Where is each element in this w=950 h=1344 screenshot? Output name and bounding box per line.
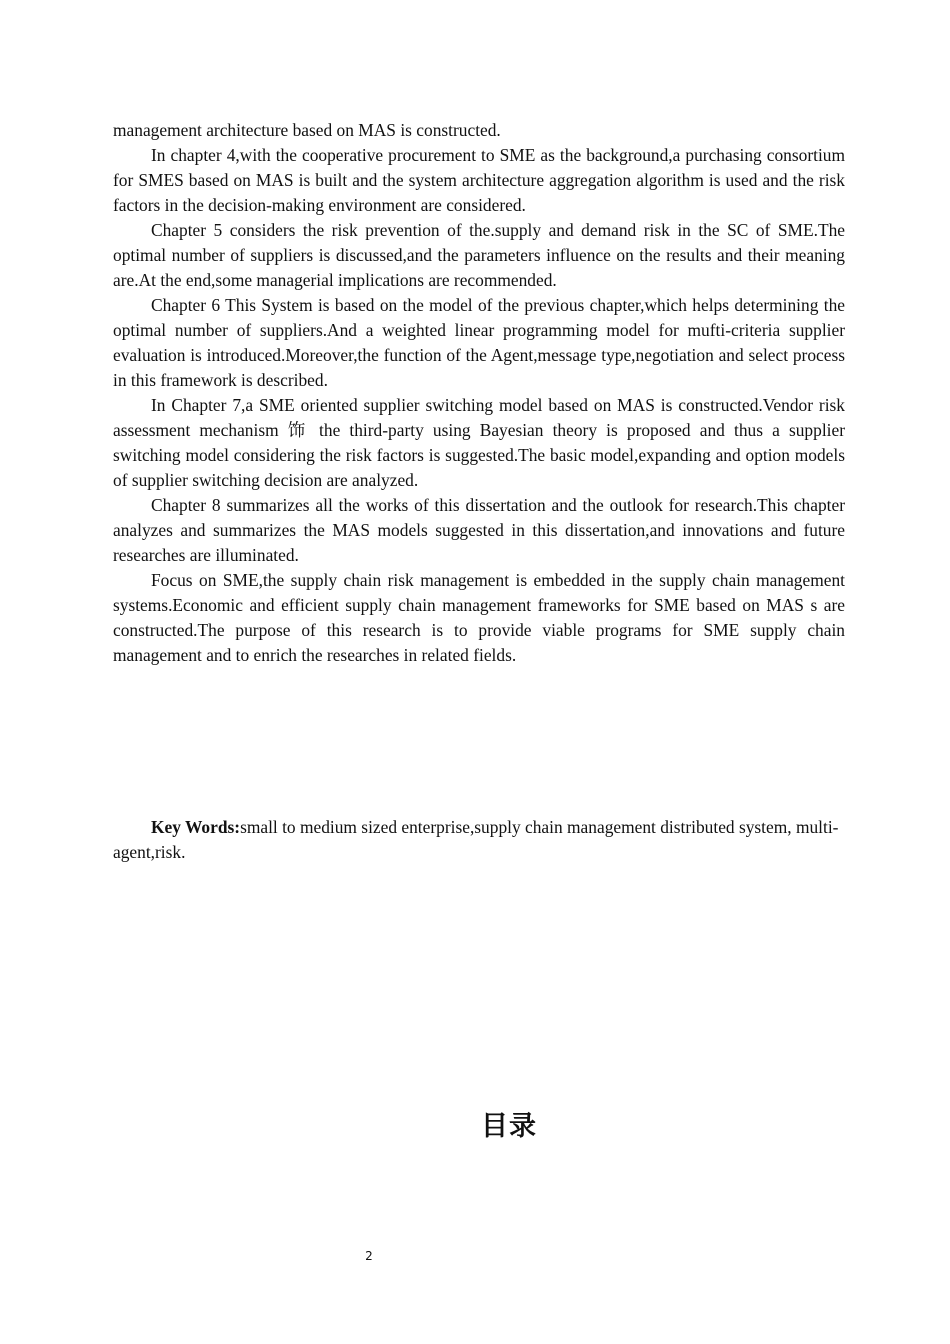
keywords-text: small to medium sized enterprise,supply chain management distributed system, multi-agent,risk.	[113, 817, 839, 862]
keywords	[113, 815, 845, 865]
page-number: 2	[365, 1249, 373, 1263]
paragraph-chapter-8: Chapter 8 summarizes all the works of this dissertation and the outlook for research.This chapter analyzes and summarizes the MAS models suggested in this dissertation,and innovations and future researches are illuminated.	[113, 495, 845, 565]
paragraph-summary: Focus on SME,the supply chain risk management is embedded in the supply chain management systems.Economic and efficient supply chain management frameworks for SME based on MAS s are constructed.The purpose of this research is to provide viable programs for SME supply chain management and to enrich the researches in related fields.	[113, 570, 845, 665]
paragraph-chapter-6: Chapter 6 This System is based on the model of the previous chapter,which helps determining the optimal number of suppliers.And a weighted linear programming model for mufti-criteria supplier evaluation is introduced.Moreover,the function of the Agent,message type,negotiation and select process in this framework is described.	[113, 295, 845, 390]
paragraph-continuation: management architecture based on MAS is constructed.	[113, 120, 501, 140]
keywords-label: Key Words:	[151, 817, 241, 837]
toc-heading: 目录	[481, 1111, 537, 1142]
paragraph-chapter-5: Chapter 5 considers the risk prevention of the.supply and demand risk in the SC of SME.The optimal number of suppliers is discussed,and the parameters influence on the results and their meaning are.At the end,some managerial implications are recommended.	[113, 220, 845, 290]
paragraph-chapter-7: In Chapter 7,a SME oriented supplier switching model based on MAS is constructed.Vendor risk assessment mechanism 饰 the third-party using Bayesian theory is proposed and thus a supplier switching model considering the risk factors is suggested.The basic model,expanding and option models of supplier switching decision are analyzed.	[113, 395, 845, 490]
abstract-body	[113, 118, 845, 668]
paragraph-chapter-4: In chapter 4,with the cooperative procurement to SME as the background,a purchasing consortium for SMES based on MAS is built and the system architecture aggregation algorithm is used and the risk factors in the decision-making environment are considered.	[113, 145, 845, 215]
